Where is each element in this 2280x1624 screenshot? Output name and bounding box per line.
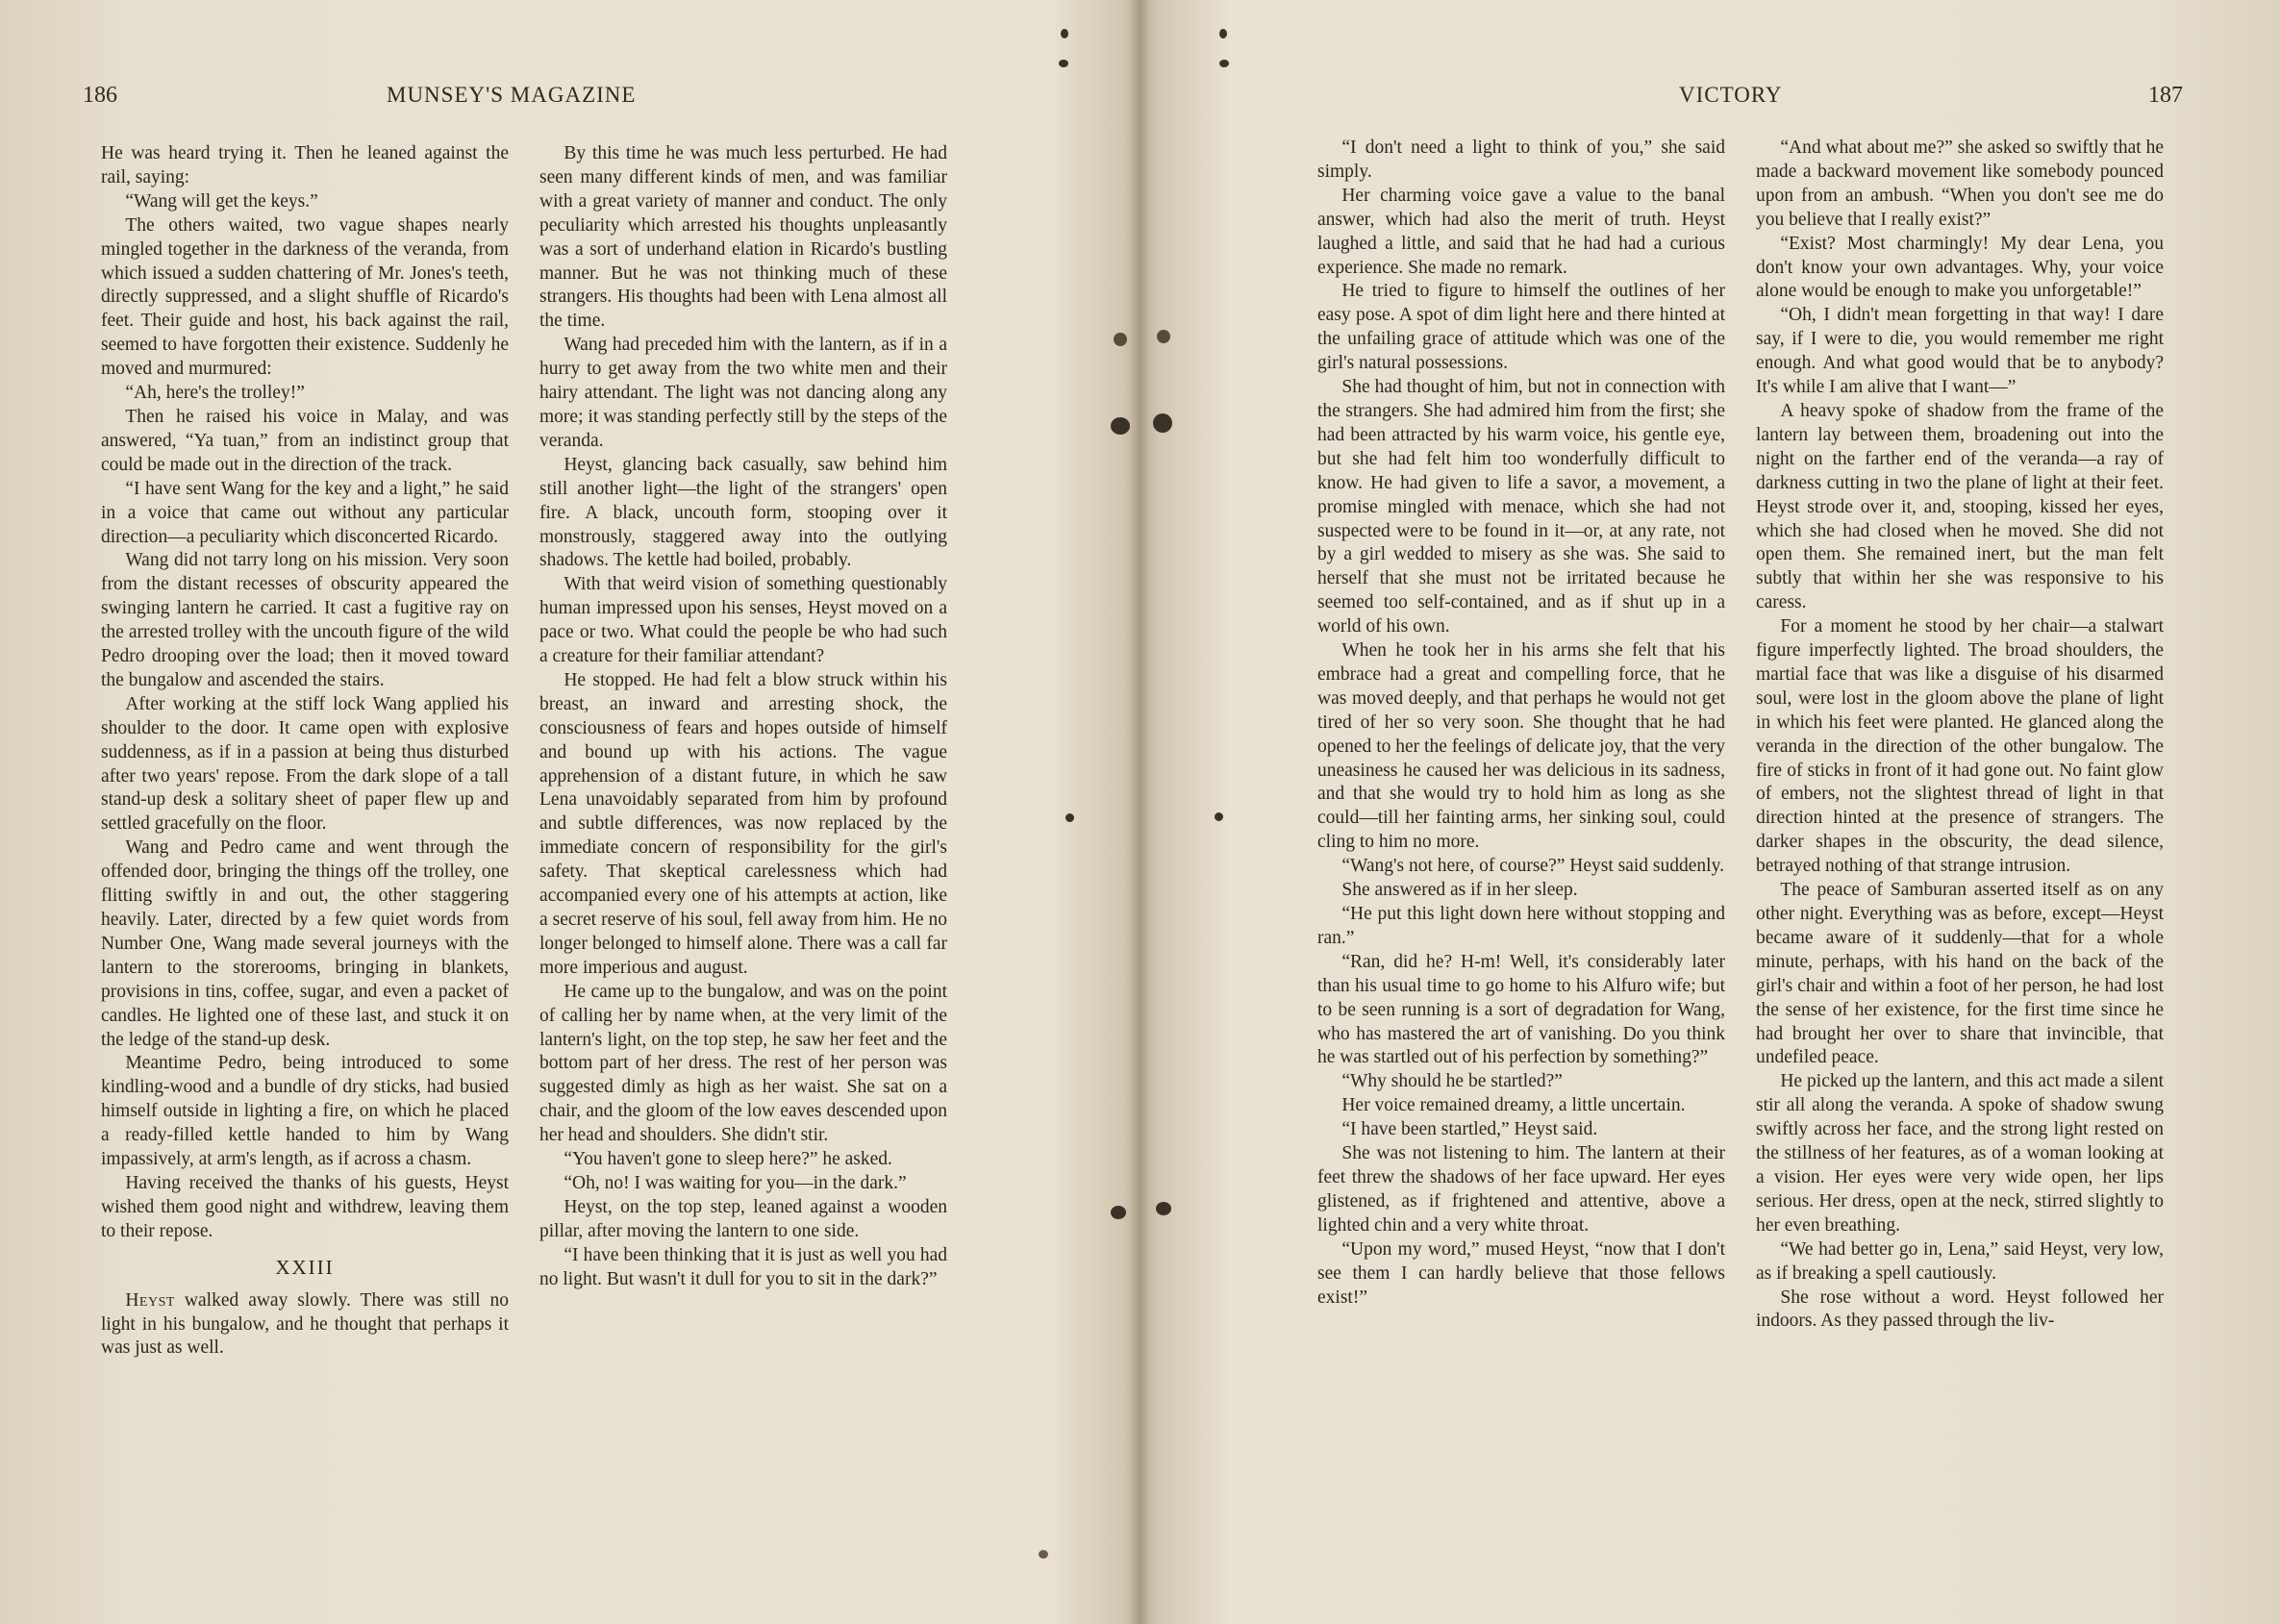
paragraph: “Upon my word,” mused Heyst, “now that I don't see them I can hardly believe that those fellows exist!” [1317, 1238, 1725, 1308]
paragraph: She was not listening to him. The lantern at their feet threw the shadows of her face upward. Her eyes glistened, as if frightened and attentive, above a lighted chin and a very white throat. [1317, 1143, 1725, 1236]
left-column-2 [539, 142, 947, 1292]
paragraph: “I don't need a light to think of you,” she said simply. [1317, 137, 1725, 182]
binding-mark [1111, 1206, 1126, 1219]
binding-mark [1156, 1202, 1171, 1215]
paragraph: Wang did not tarry long on his mission. Very soon from the distant recesses of obscurity appeared the swinging lantern he carried. It cast a fugitive ray on the arrested trolley with the uncouth figure of the wild Pedro drooping over the load; then it moved toward the bungalow and ascended the stairs. [101, 550, 509, 690]
left-column-1 [101, 142, 509, 1361]
paragraph: “I have been thinking that it is just as well you had no light. But wasn't it dull for you to sit in the dark?” [539, 1244, 947, 1289]
chapter-lead-text: walked away slowly. There was still no light in his bungalow, and he thought that perhaps it was just as well. [101, 1289, 509, 1359]
paragraph: Wang had preceded him with the lantern, as if in a hurry to get away from the two white men and their hairy attendant. The light was not dancing along any more; it was standing perfectly still by the steps of the veranda. [539, 335, 947, 451]
paragraph: “And what about me?” she asked so swiftly that he made a backward movement like somebody pounced upon from an ambush. “When you don't see me do you believe that I really exist?” [1756, 137, 2164, 230]
paragraph: With that weird vision of something questionably human impressed upon his senses, Heyst moved on a pace or two. What could the people be who had such a creature for their familiar attendant? [539, 574, 947, 667]
paragraph: Her charming voice gave a value to the banal answer, which had also the merit of truth. Heyst laughed a little, and said that he had had a curious experience. She made no remark. [1317, 185, 1725, 278]
paragraph: He stopped. He had felt a blow struck within his breast, an inward and arresting shock, the consciousness of fears and hopes outside of himself and bound up with his actions. The vague apprehension of a distant future, in which he saw Lena unavoidably separated from him by profound and subtle differences, was now replaced by the immediate concern of responsibility for the girl's safety. That skeptical carelessness which had accompanied every one of his attempts at action, like a secret reserve of his soul, fell away from him. He no longer belonged to himself alone. There was a call far more imperious and august. [539, 669, 947, 978]
paragraph: Meantime Pedro, being introduced to some kindling-wood and a bundle of dry sticks, had busied himself outside in lighting a fire, on which he placed a ready-filled kettle handed to him by Wang impassively, at arm's length, as if across a chasm. [101, 1053, 509, 1170]
binding-mark [1111, 417, 1130, 435]
right-running-head: VICTORY [1679, 83, 1783, 107]
left-running-head: MUNSEY'S MAGAZINE [387, 83, 637, 107]
paragraph: “Why should he be startled?” [1341, 1071, 1563, 1092]
binding-mark [1114, 333, 1127, 346]
paragraph: By this time he was much less perturbed. He had seen many different kinds of men, and was familiar with a great variety of manner and conduct. The only peculiarity which arrested his thoughts unpleasantly was a sort of underhand elation in Ricardo's bustling manner. But he was not thinking much of these strangers. His thoughts had been with Lena almost all the time. [539, 143, 947, 332]
paragraph: “Oh, no! I was waiting for you—in the dark.” [564, 1172, 907, 1193]
right-column-1 [1317, 137, 1725, 1310]
paragraph: Heyst, on the top step, leaned against a wooden pillar, after moving the lantern to one side. [539, 1196, 947, 1241]
paragraph: Having received the thanks of his guests, Heyst wished them good night and withdrew, leaving them to their repose. [101, 1172, 509, 1241]
paragraph: A heavy spoke of shadow from the frame of the lantern lay between them, broadening out into the night on the farther end of the veranda—a ray of darkness cutting in two the plane of light at their feet. Heyst strode over it, and, stooping, kissed her eyes, which she had closed when he moved. She did not open them. She remained inert, but the man felt subtly that within her she was responsive to his caress. [1756, 400, 2164, 613]
paragraph: Her voice remained dreamy, a little uncertain. [1341, 1095, 1686, 1116]
binding-mark [1219, 60, 1229, 67]
paragraph: “You haven't gone to sleep here?” he asked. [564, 1149, 892, 1170]
binding-mark [1039, 1550, 1048, 1559]
right-column-2 [1756, 137, 2164, 1334]
paragraph: She answered as if in her sleep. [1341, 880, 1578, 901]
paragraph: “Ah, here's the trolley!” [125, 383, 305, 404]
paragraph: “Wang's not here, of course?” Heyst said suddenly. [1341, 856, 1724, 877]
paragraph: For a moment he stood by her chair—a stalwart figure imperfectly lighted. The broad shoulders, the martial face that was like a disguise of his disarmed soul, were lost in the gloom above the plane of light in which his feet were planted. He glanced along the veranda in the direction of the other bungalow. The fire of sticks in front of it had gone out. No faint glow of embers, not the slightest thread of light in that direction hinted at the presence of strangers. The darker shapes in the obscurity, the dead silence, betrayed nothing of that strange intrusion. [1756, 616, 2164, 877]
right-page-number: 187 [2148, 83, 2183, 108]
paragraph: “Wang will get the keys.” [125, 190, 318, 212]
paragraph: After working at the stiff lock Wang applied his shoulder to the door. It came open with explosive suddenness, as if in a passion at being thus disturbed after two years' repose. From the dark slope of a tall stand-up desk a solitary sheet of paper flew up and settled gracefully on the floor. [101, 693, 509, 835]
paragraph: The others waited, two vague shapes nearly mingled together in the darkness of the veranda, from which issued a sudden chattering of Mr. Jones's teeth, directly suppressed, and a slight shuffle of Ricardo's feet. Their guide and host, his back against the rail, seemed to have forgotten their existence. Suddenly he moved and murmured: [101, 214, 509, 380]
binding-mark [1219, 29, 1227, 38]
chapter-heading: XXIII [275, 1255, 335, 1279]
paragraph: Heyst, glancing back casually, saw behind him still another light—the light of the strangers' open fire. A black, uncouth form, stooping over it monstrously, staggered away into the outlying shadows. The kettle had boiled, probably. [539, 454, 947, 571]
binding-mark [1065, 813, 1074, 822]
paragraph: “I have sent Wang for the key and a light,” he said in a voice that came out without any particular direction—a peculiarity which disconcerted Ricardo. [101, 478, 509, 547]
chapter-opening-paragraph [101, 1289, 509, 1362]
binding-mark [1153, 413, 1172, 433]
right-page [1140, 0, 2280, 1624]
binding-mark [1059, 60, 1068, 67]
paragraph: “Exist? Most charmingly! My dear Lena, you don't know your own advantages. Why, your voice alone would be enough to make you unforgetable!” [1756, 233, 2164, 302]
paragraph: He tried to figure to himself the outlines of her easy pose. A spot of dim light here and there hinted at the unfailing grace of attitude which was one of the girl's natural possessions. [1317, 281, 1725, 374]
paragraph: The peace of Samburan asserted itself as on any other night. Everything was as before, except—Heyst became aware of it suddenly—that for a whole minute, perhaps, with his hand on the back of the girl's chair and within a foot of her person, he had lost the sense of her existence, for the first time since he had brought her over to share that invincible, that undefiled peace. [1756, 880, 2164, 1068]
chapter-lead-word: Heyst [125, 1289, 175, 1311]
paragraph: “Oh, I didn't mean forgetting in that way! I dare say, if I were to die, you would remember me right enough. And what good would that be to anybody? It's while I am alive that I want—” [1756, 305, 2164, 398]
paragraph: He was heard trying it. Then he leaned against the rail, saying: [101, 143, 509, 187]
paragraph: “Ran, did he? H-m! Well, it's considerably later than his usual time to go home to his Alfuro wife; but to be seen running is a sort of degradation for Wang, who has mastered the art of vanishing. Do you think he was startled out of his perfection by something?” [1317, 951, 1725, 1068]
paragraph: She rose without a word. Heyst followed her indoors. As they passed through the liv- [1756, 1287, 2164, 1332]
paragraph: She had thought of him, but not in connection with the strangers. She had admired him from the first; she had been attracted by his warm voice, his gentle eye, but she had felt him too wonderfully difficult to know. He had given to life a savor, a movement, a promise mingled with menace, which she had not suspected were to be found in it—or, at any rate, not by a girl wedded to misery as she was. She said to herself that she must not be irritated because he seemed too self-contained, and as if shut up in a world of his own. [1317, 377, 1725, 637]
paragraph: “He put this light down here without stopping and ran.” [1317, 904, 1725, 948]
binding-mark [1215, 812, 1223, 821]
paragraph: He came up to the bungalow, and was on the point of calling her by name when, at the very limit of the lantern's light, on the top step, he saw her feet and the bottom part of her dress. The rest of her person was suggested dimly as high as her waist. She sat on a chair, and the gloom of the low eaves descended upon her head and shoulders. She didn't stir. [539, 981, 947, 1146]
paragraph: “I have been startled,” Heyst said. [1341, 1119, 1598, 1140]
paragraph: “We had better go in, Lena,” said Heyst, very low, as if breaking a spell cautiously. [1756, 1238, 2164, 1284]
binding-mark [1157, 330, 1170, 343]
left-page-number: 186 [83, 83, 117, 108]
paragraph: Wang and Pedro came and went through the offended door, bringing the things off the trolley, one flitting swiftly in and out, the other staggering heavily. Later, directed by a few quiet words from Number One, Wang made several journeys with the lantern to the storerooms, bringing in blankets, provisions in tins, coffee, sugar, and even a packet of candles. He lighted one of these last, and stuck it on the ledge of the stand-up desk. [101, 837, 509, 1050]
binding-mark [1061, 29, 1068, 38]
paragraph: Then he raised his voice in Malay, and was answered, “Ya tuan,” from an indistinct group that could be made out in the direction of the track. [101, 406, 509, 475]
paragraph: When he took her in his arms she felt that his embrace had a great and compelling force, that he was moved deeply, and that perhaps he would not get tired of her so very soon. She thought that he had opened to her the feelings of delicate joy, that the very uneasiness he caused her was delicious in its sadness, and that she would try to hold him as long as she could—till her fainting arms, her sinking soul, could cling to him no more. [1317, 640, 1725, 853]
paragraph: He picked up the lantern, and this act made a silent stir all along the veranda. A spoke of shadow swung swiftly across her face, and the strong light rested on the stillness of her features, as of a woman looking at a vision. Her eyes were very wide open, her lips serious. Her dress, open at the neck, stirred slightly to her even breathing. [1756, 1071, 2164, 1236]
